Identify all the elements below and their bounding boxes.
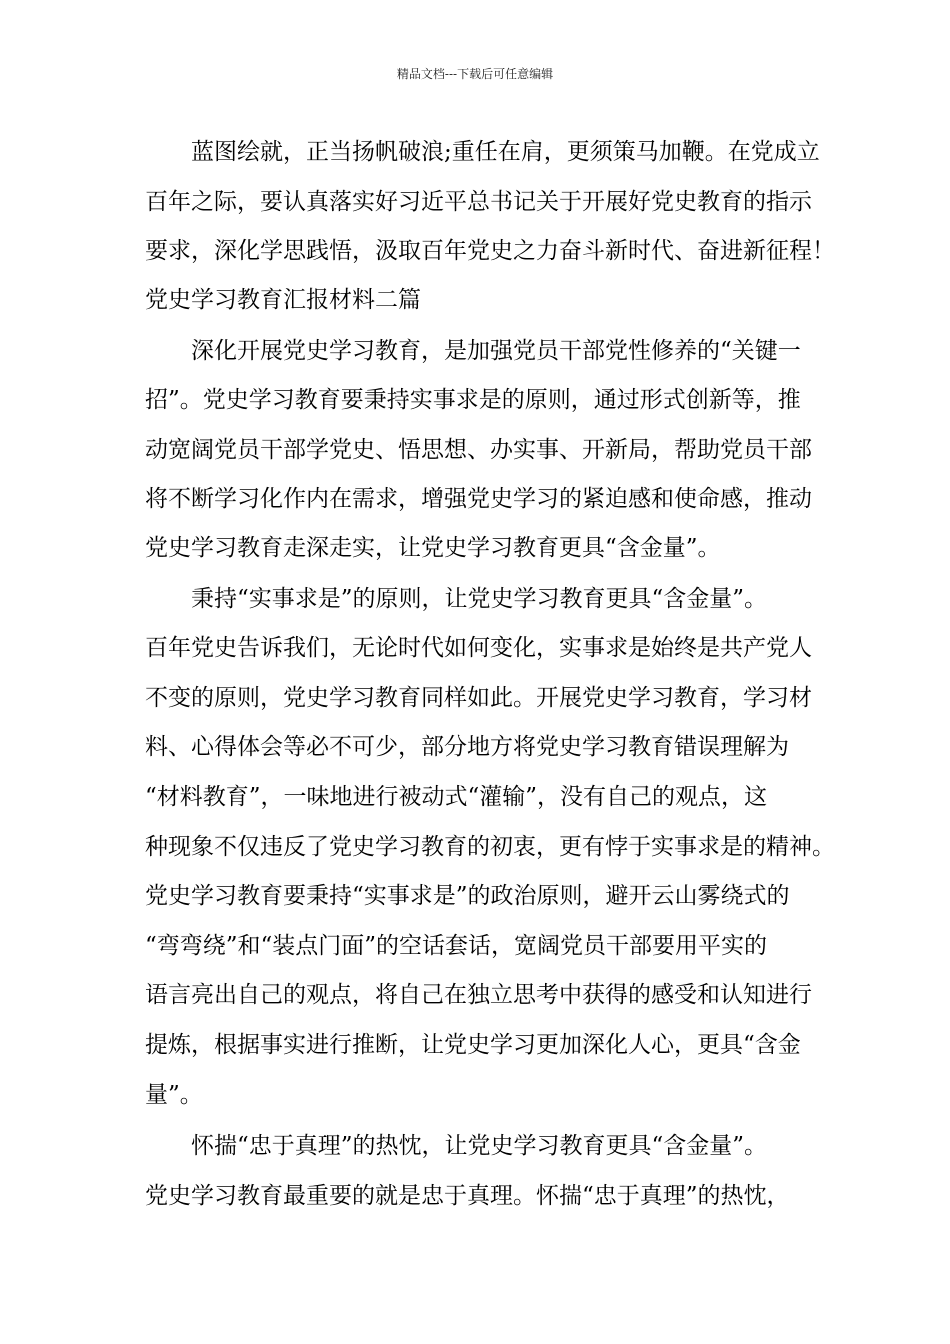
body-line: 党史学习教育最重要的就是忠于真理。怀揣“忠于真理”的热忱， — [145, 1183, 790, 1209]
body-line: 提炼，根据事实进行推断，让党史学习更加深化人心，更具“含金 — [145, 1032, 801, 1058]
body-line: “弯弯绕”和“装点门面”的空话套话，宽阔党员干部要用平实的 — [145, 933, 768, 959]
section-title: 党史学习教育汇报材料二篇 — [145, 287, 421, 313]
body-line: 百年党史告诉我们，无论时代如何变化，实事求是始终是共产党人 — [145, 635, 812, 661]
body-line: 料、心得体会等必不可少，部分地方将党史学习教育错误理解为 — [145, 734, 789, 760]
body-line: 动宽阔党员干部学党史、悟思想、办实事、开新局，帮助党员干部 — [145, 437, 812, 463]
body-line: 怀揣“忠于真理”的热忱，让党史学习教育更具“含金量”。 — [145, 1133, 768, 1159]
body-line: 要求，深化学思践悟，汲取百年党史之力奋斗新时代、奋进新征程！ — [145, 238, 835, 264]
body-line: 量”。 — [145, 1082, 203, 1108]
page-header: 精品文档---下载后可任意编辑 — [396, 67, 554, 81]
body-line: 党史学习教育走深走实，让党史学习教育更具“含金量”。 — [145, 535, 721, 561]
body-line: 百年之际，要认真落实好习近平总书记关于开展好党史教育的指示 — [145, 189, 812, 215]
body-line: 党史学习教育要秉持“实事求是”的政治原则，避开云山雾绕式的 — [145, 883, 790, 909]
body-line: 不变的原则，党史学习教育同样如此。开展党史学习教育，学习材 — [145, 685, 812, 711]
body-line: 种现象不仅违反了党史学习教育的初衷，更有悖于实事求是的精神。 — [145, 834, 835, 860]
body-line: 深化开展党史学习教育，是加强党员干部党性修养的“关键一 — [145, 338, 801, 364]
body-line: 招”。党史学习教育要秉持实事求是的原则，通过形式创新等，推 — [145, 387, 801, 413]
body-line: 将不断学习化作内在需求，增强党史学习的紧迫感和使命感，推动 — [145, 486, 812, 512]
body-line: “材料教育”，一味地进行被动式“灌输”，没有自己的观点，这 — [145, 784, 768, 810]
body-line: 语言亮出自己的观点，将自己在独立思考中获得的感受和认知进行 — [145, 982, 812, 1008]
body-line: 蓝图绘就，正当扬帆破浪;重任在肩，更须策马加鞭。在党成立 — [145, 139, 820, 165]
body-line: 秉持“实事求是”的原则，让党史学习教育更具“含金量”。 — [145, 586, 768, 612]
